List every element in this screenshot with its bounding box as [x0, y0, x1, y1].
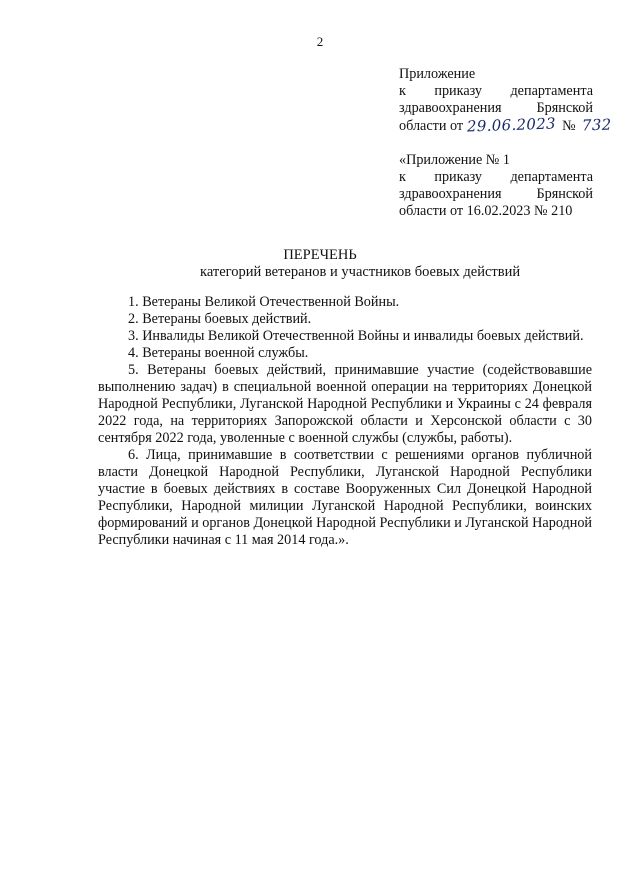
handwritten-number: 732: [581, 115, 612, 135]
appendix-header-current: [399, 66, 612, 136]
list-item: 4. Ветераны военной службы.: [128, 345, 309, 361]
appendix-header-previous: [399, 152, 593, 220]
previous-department-line: здравоохранения Брянской: [399, 186, 593, 202]
appendix-date-line: области от 29.06.2023 № 732: [399, 114, 612, 136]
previous-order-line: к приказу департамента: [399, 169, 593, 185]
list-item: 2. Ветераны боевых действий.: [128, 311, 312, 327]
document-title: ПЕРЕЧЕНЬ: [283, 247, 357, 263]
category-list: [98, 294, 592, 549]
appendix-order-line: к приказу департамента: [399, 83, 593, 99]
list-item: 5. Ветераны боевых действий, принимавшие участие (содействовавшие выполнению задач) в специальной военной операции на территориях Донецкой Народной Республики, Луганской Народной Республики и Украины с 24 февраля 2022 года, на территориях Запорожской области и Херсонской области с 30 сентября 2022 года, уволенные с военной службы (службы, работы).: [98, 362, 592, 446]
previous-appendix-label: «Приложение № 1: [399, 152, 510, 168]
list-item: 3. Инвалиды Великой Отечественной Войны и инвалиды боевых действий.: [128, 328, 584, 344]
page-number: 2: [316, 34, 324, 49]
document-subtitle: категорий ветеранов и участников боевых действий: [200, 264, 521, 280]
list-item: 1. Ветераны Великой Отечественной Войны.: [128, 294, 400, 310]
previous-date-line: области от 16.02.2023 № 210: [399, 203, 573, 219]
appendix-department-line: здравоохранения Брянской: [399, 100, 593, 116]
appendix-label: Приложение: [399, 66, 476, 82]
number-sign: №: [562, 118, 576, 134]
handwritten-date: 29.06.2023: [466, 114, 556, 136]
list-item: 6. Лица, принимавшие в соответствии с решениями органов публичной власти Донецкой Народной Республики, Луганской Народной Республики участие в боевых действиях в составе Вооруженных Сил Донецкой Народной Республики, Народной милиции Луганской Народной Республики, воинских формирований и органов Донецкой Народной Республики и Луганской Народной Республики начиная с 11 мая 2014 года.».: [98, 447, 592, 548]
